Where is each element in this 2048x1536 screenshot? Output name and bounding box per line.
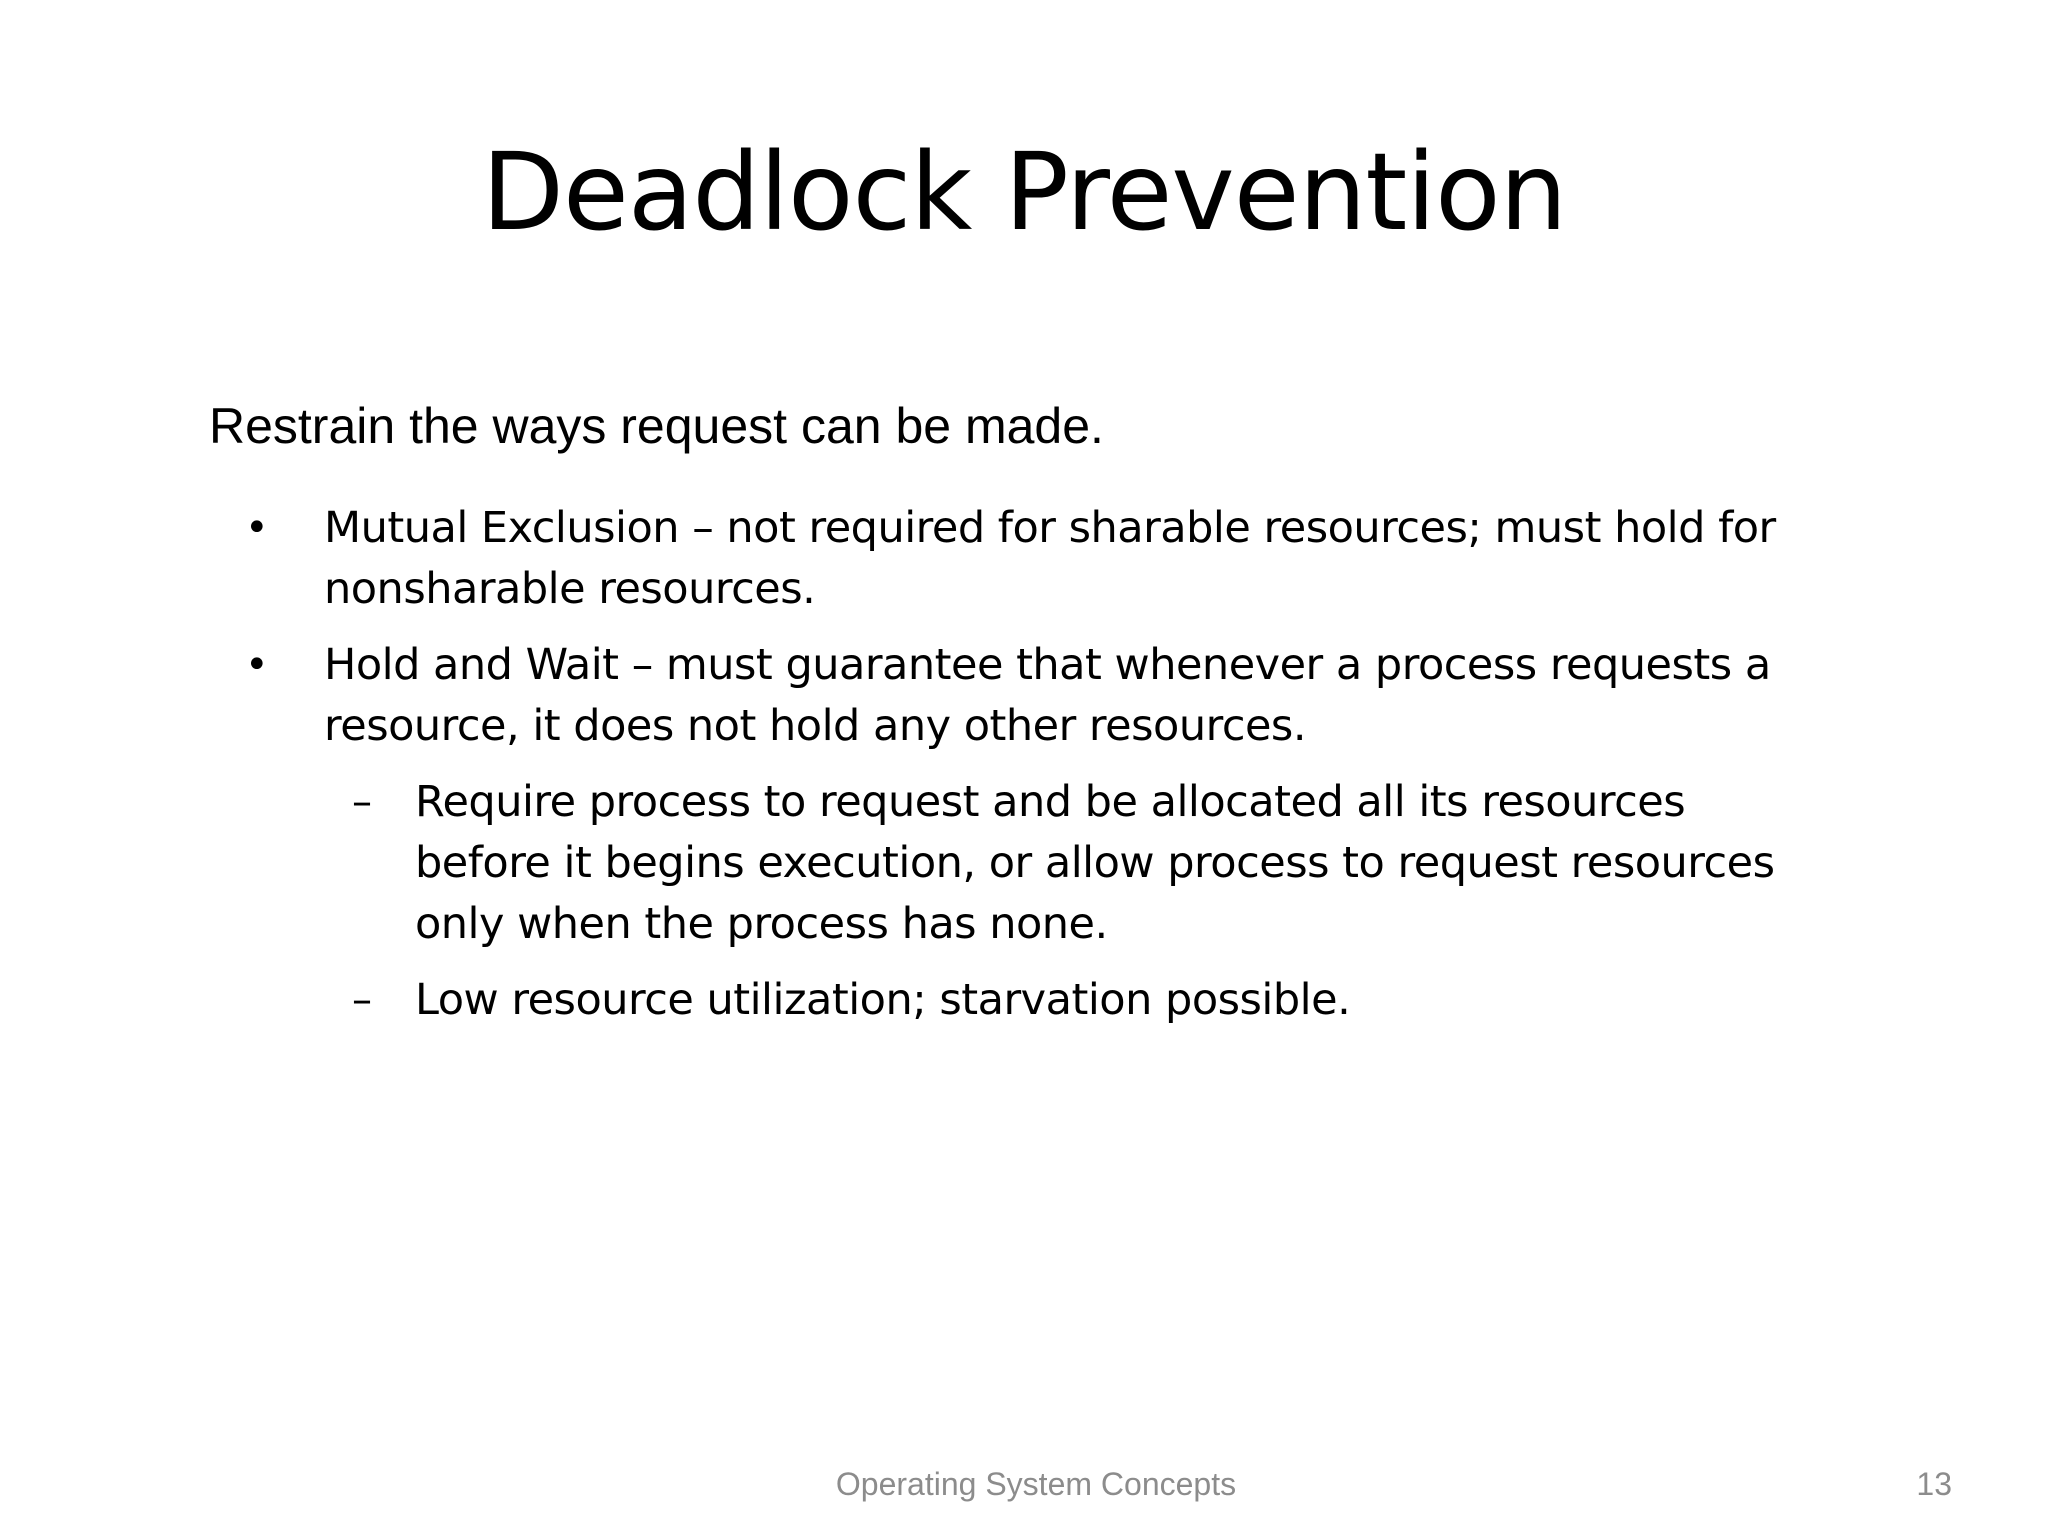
dash-marker-1: – (352, 779, 372, 825)
subbullet-low-utilization (415, 970, 1815, 1031)
bullet-line: Hold and Wait – must guarantee that whenever a process requests a (324, 640, 1771, 690)
bullet-line: resource, it does not hold any other resources. (324, 701, 1306, 751)
dash-marker-2: – (352, 977, 372, 1023)
subbullet-request-allocation (415, 772, 1815, 955)
subbullet-line: before it begins execution, or allow process to request resources (415, 838, 1775, 888)
bullet-mutual-exclusion (324, 498, 1824, 620)
subbullet-line: Low resource utilization; starvation possible. (415, 975, 1351, 1025)
page-number: 13 (1916, 1466, 1952, 1502)
bullet-marker-1: • (245, 505, 269, 551)
subbullet-line: only when the process has none. (415, 899, 1108, 949)
subbullet-line: Require process to request and be allocated all its resources (415, 777, 1686, 827)
intro-text: Restrain the ways request can be made. (209, 398, 1104, 454)
bullet-marker-2: • (245, 642, 269, 688)
slide-title: Deadlock Prevention (481, 131, 1567, 255)
bullet-line: Mutual Exclusion – not required for sharable resources; must hold for (324, 503, 1776, 553)
footer-source: Operating System Concepts (835, 1466, 1237, 1502)
bullet-line: nonsharable resources. (324, 564, 816, 614)
bullet-hold-and-wait (324, 635, 1824, 757)
